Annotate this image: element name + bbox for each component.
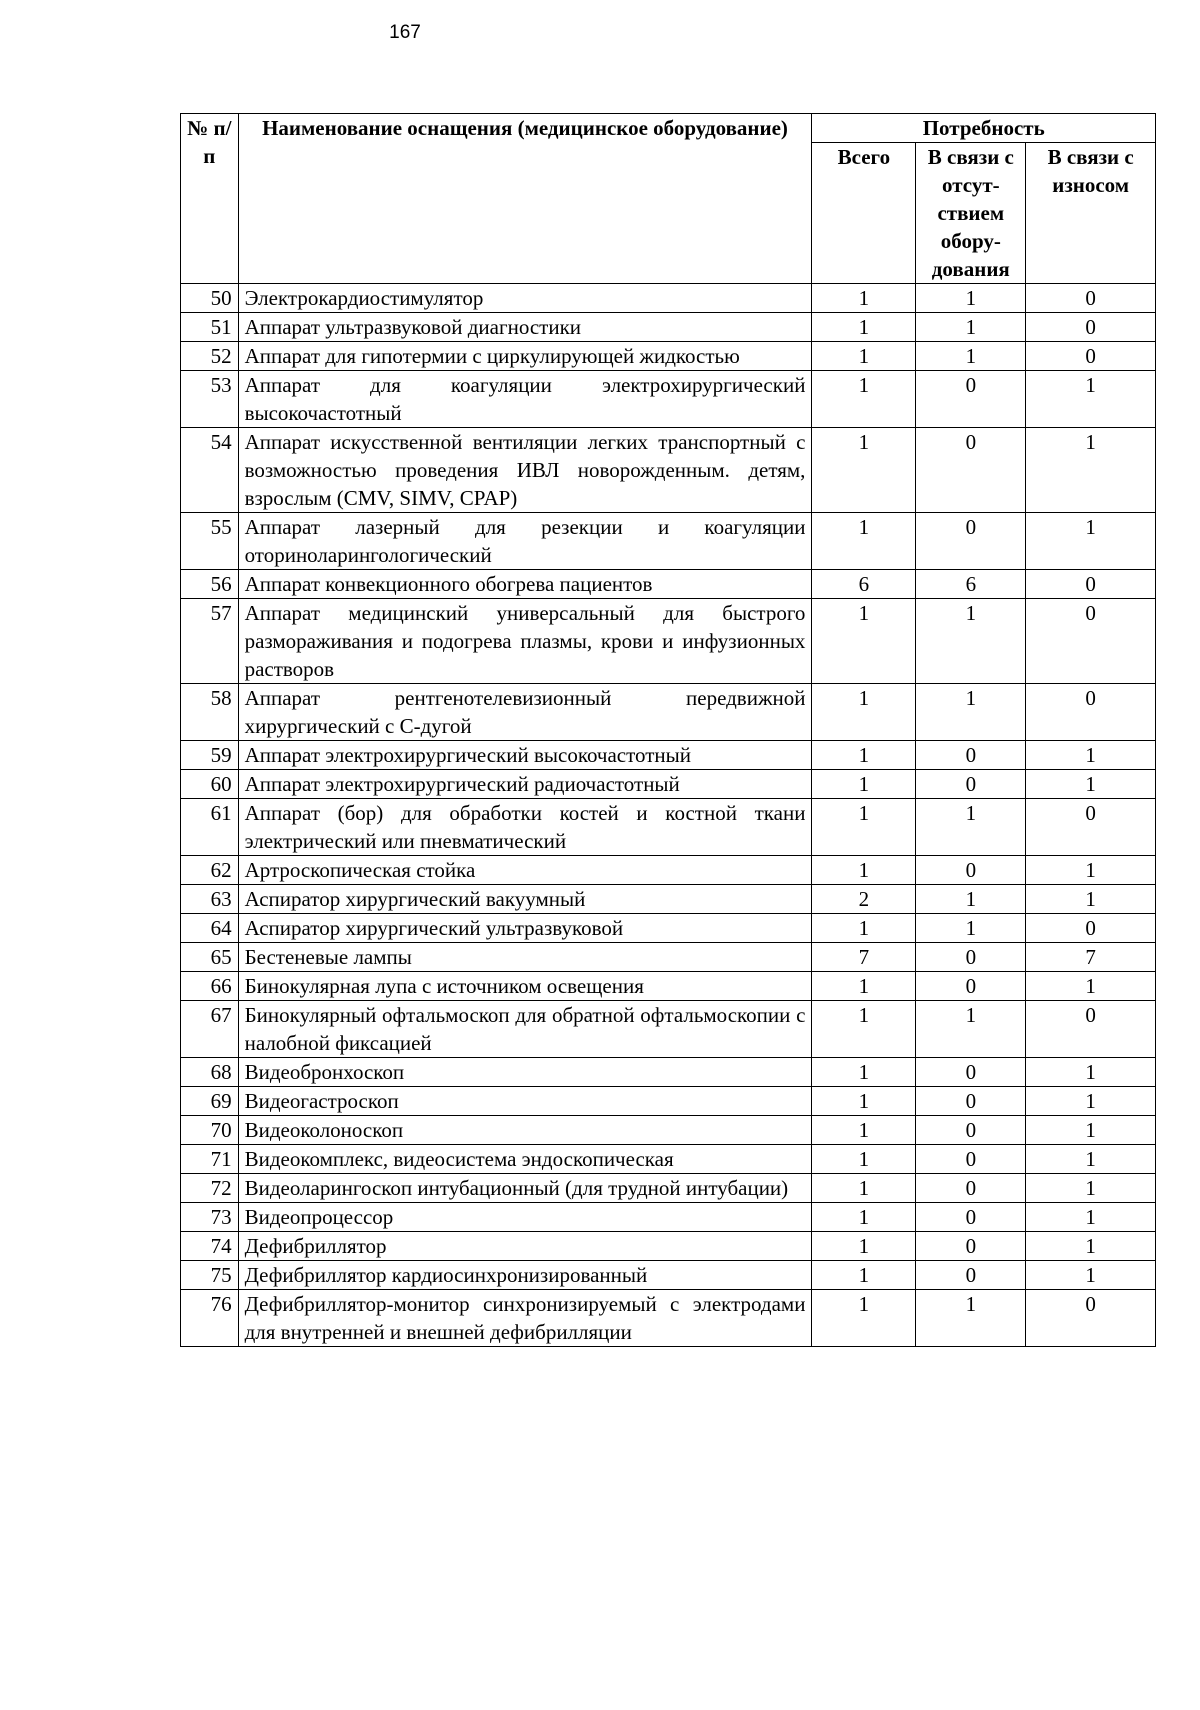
equipment-table (180, 113, 1156, 1347)
row-equipment-name: Видеобронхоскоп (238, 1058, 812, 1087)
table-row (181, 1232, 1156, 1261)
row-need-wear: 1 (1026, 1232, 1156, 1261)
row-total: 1 (812, 856, 916, 885)
row-equipment-name: Аспиратор хирургический вакуумный (238, 885, 812, 914)
row-total: 1 (812, 342, 916, 371)
table-row (181, 741, 1156, 770)
row-total: 1 (812, 1001, 916, 1058)
table-row (181, 885, 1156, 914)
row-need-wear: 0 (1026, 799, 1156, 856)
row-equipment-name: Аппарат искусственной вентиляции легких транспортный с возможностью проведения ИВЛ новорожденным. детям, взрослым (CMV, SIMV, CPAP) (238, 428, 812, 513)
row-need-wear: 0 (1026, 1290, 1156, 1347)
table-row (181, 371, 1156, 428)
row-need-absent: 1 (916, 284, 1026, 313)
table-row (181, 1261, 1156, 1290)
row-total: 7 (812, 943, 916, 972)
table-row (181, 770, 1156, 799)
row-need-absent: 0 (916, 428, 1026, 513)
row-equipment-name: Электрокардиостимулятор (238, 284, 812, 313)
row-total: 1 (812, 741, 916, 770)
row-need-absent: 0 (916, 770, 1026, 799)
row-total: 1 (812, 1145, 916, 1174)
table-row (181, 1001, 1156, 1058)
row-need-absent: 0 (916, 1058, 1026, 1087)
table-row (181, 1174, 1156, 1203)
table-row (181, 856, 1156, 885)
row-need-absent: 0 (916, 1261, 1026, 1290)
table-row (181, 428, 1156, 513)
row-number: 52 (181, 342, 239, 371)
row-need-wear: 1 (1026, 371, 1156, 428)
row-need-wear: 1 (1026, 856, 1156, 885)
table-body (181, 284, 1156, 1347)
header-num: № п/п (181, 114, 239, 284)
row-total: 1 (812, 972, 916, 1001)
table-row (181, 599, 1156, 684)
row-need-wear: 0 (1026, 684, 1156, 741)
row-total: 1 (812, 1261, 916, 1290)
row-total: 1 (812, 770, 916, 799)
row-need-absent: 6 (916, 570, 1026, 599)
table-row (181, 799, 1156, 856)
row-number: 64 (181, 914, 239, 943)
row-equipment-name: Бинокулярный офтальмоскоп для обратной офтальмоскопии с налобной фиксацией (238, 1001, 812, 1058)
row-number: 69 (181, 1087, 239, 1116)
row-number: 59 (181, 741, 239, 770)
table-row (181, 1203, 1156, 1232)
row-total: 1 (812, 1174, 916, 1203)
row-need-absent: 0 (916, 1145, 1026, 1174)
row-number: 62 (181, 856, 239, 885)
row-need-absent: 0 (916, 1203, 1026, 1232)
row-need-absent: 1 (916, 914, 1026, 943)
table-row (181, 684, 1156, 741)
row-number: 54 (181, 428, 239, 513)
row-total: 1 (812, 1116, 916, 1145)
row-number: 76 (181, 1290, 239, 1347)
row-equipment-name: Аппарат для коагуляции электрохирургический высокочастотный (238, 371, 812, 428)
row-total: 1 (812, 599, 916, 684)
row-need-absent: 1 (916, 885, 1026, 914)
header-name: Наименование оснащения (медицинское оборудование) (238, 114, 812, 284)
table-row (181, 943, 1156, 972)
row-need-wear: 1 (1026, 1087, 1156, 1116)
row-number: 67 (181, 1001, 239, 1058)
row-equipment-name: Видеогастроскоп (238, 1087, 812, 1116)
row-need-wear: 1 (1026, 770, 1156, 799)
row-number: 58 (181, 684, 239, 741)
row-need-absent: 0 (916, 513, 1026, 570)
row-equipment-name: Аппарат для гипотермии с циркулирующей жидкостью (238, 342, 812, 371)
row-number: 66 (181, 972, 239, 1001)
row-equipment-name: Аппарат электрохирургический радиочастотный (238, 770, 812, 799)
table-row (181, 1058, 1156, 1087)
row-number: 56 (181, 570, 239, 599)
row-number: 57 (181, 599, 239, 684)
row-need-absent: 1 (916, 1290, 1026, 1347)
row-total: 1 (812, 1290, 916, 1347)
table-row (181, 1145, 1156, 1174)
row-number: 68 (181, 1058, 239, 1087)
table-row (181, 914, 1156, 943)
row-equipment-name: Аспиратор хирургический ультразвуковой (238, 914, 812, 943)
row-equipment-name: Аппарат рентгенотелевизионный передвижной хирургический с С-дугой (238, 684, 812, 741)
row-need-wear: 1 (1026, 1145, 1156, 1174)
row-number: 75 (181, 1261, 239, 1290)
row-total: 1 (812, 313, 916, 342)
row-total: 1 (812, 1232, 916, 1261)
row-need-wear: 0 (1026, 313, 1156, 342)
header-need: Потребность (812, 114, 1156, 143)
row-equipment-name: Видеопроцессор (238, 1203, 812, 1232)
row-need-absent: 1 (916, 1001, 1026, 1058)
row-need-wear: 0 (1026, 570, 1156, 599)
row-need-wear: 1 (1026, 1203, 1156, 1232)
row-number: 50 (181, 284, 239, 313)
row-total: 2 (812, 885, 916, 914)
row-need-absent: 1 (916, 599, 1026, 684)
row-need-wear: 1 (1026, 1174, 1156, 1203)
row-need-wear: 1 (1026, 428, 1156, 513)
row-equipment-name: Артроскопическая стойка (238, 856, 812, 885)
row-total: 1 (812, 684, 916, 741)
row-number: 60 (181, 770, 239, 799)
row-need-wear: 1 (1026, 1261, 1156, 1290)
row-equipment-name: Бестеневые лампы (238, 943, 812, 972)
row-number: 51 (181, 313, 239, 342)
row-equipment-name: Аппарат электрохирургический высокочастотный (238, 741, 812, 770)
table-row (181, 284, 1156, 313)
row-need-absent: 0 (916, 856, 1026, 885)
row-need-wear: 1 (1026, 1058, 1156, 1087)
row-need-absent: 1 (916, 684, 1026, 741)
row-number: 55 (181, 513, 239, 570)
row-equipment-name: Аппарат конвекционного обогрева пациентов (238, 570, 812, 599)
row-total: 1 (812, 371, 916, 428)
row-number: 53 (181, 371, 239, 428)
row-equipment-name: Аппарат (бор) для обработки костей и костной ткани электрический или пневматический (238, 799, 812, 856)
row-need-absent: 1 (916, 342, 1026, 371)
row-need-absent: 0 (916, 371, 1026, 428)
row-equipment-name: Дефибриллятор кардиосинхронизированный (238, 1261, 812, 1290)
row-need-wear: 7 (1026, 943, 1156, 972)
row-total: 1 (812, 914, 916, 943)
table-row (181, 570, 1156, 599)
row-equipment-name: Видеокомплекс, видеосистема эндоскопическая (238, 1145, 812, 1174)
row-need-absent: 0 (916, 741, 1026, 770)
row-equipment-name: Видеоколоноскоп (238, 1116, 812, 1145)
row-total: 1 (812, 1203, 916, 1232)
row-total: 1 (812, 513, 916, 570)
header-absent: В связи с отсут-ствием обору-дования (916, 143, 1026, 284)
row-need-absent: 0 (916, 1232, 1026, 1261)
row-equipment-name: Дефибриллятор (238, 1232, 812, 1261)
row-number: 65 (181, 943, 239, 972)
row-equipment-name: Дефибриллятор-монитор синхронизируемый с электродами для внутренней и внешней дефибрилляции (238, 1290, 812, 1347)
header-total: Всего (812, 143, 916, 284)
row-need-wear: 0 (1026, 914, 1156, 943)
row-need-wear: 0 (1026, 1001, 1156, 1058)
row-need-absent: 0 (916, 972, 1026, 1001)
table-row (181, 342, 1156, 371)
row-number: 63 (181, 885, 239, 914)
row-total: 6 (812, 570, 916, 599)
row-need-absent: 1 (916, 313, 1026, 342)
row-total: 1 (812, 428, 916, 513)
row-equipment-name: Бинокулярная лупа с источником освещения (238, 972, 812, 1001)
row-total: 1 (812, 284, 916, 313)
row-need-wear: 1 (1026, 513, 1156, 570)
row-need-absent: 0 (916, 1116, 1026, 1145)
row-number: 71 (181, 1145, 239, 1174)
row-number: 72 (181, 1174, 239, 1203)
table-row (181, 972, 1156, 1001)
row-need-wear: 0 (1026, 284, 1156, 313)
table-row (181, 313, 1156, 342)
page-number: 167 (389, 22, 421, 43)
table-row (181, 513, 1156, 570)
row-need-wear: 1 (1026, 1116, 1156, 1145)
row-number: 61 (181, 799, 239, 856)
row-number: 70 (181, 1116, 239, 1145)
table-header (181, 114, 1156, 284)
table-row (181, 1290, 1156, 1347)
row-equipment-name: Аппарат медицинский универсальный для быстрого размораживания и подогрева плазмы, крови и инфузионных растворов (238, 599, 812, 684)
row-equipment-name: Видеоларингоскоп интубационный (для трудной интубации) (238, 1174, 812, 1203)
row-need-absent: 0 (916, 1174, 1026, 1203)
row-equipment-name: Аппарат ультразвуковой диагностики (238, 313, 812, 342)
row-need-absent: 0 (916, 943, 1026, 972)
row-need-absent: 0 (916, 1087, 1026, 1116)
row-need-wear: 0 (1026, 599, 1156, 684)
row-number: 74 (181, 1232, 239, 1261)
row-need-wear: 1 (1026, 741, 1156, 770)
row-need-wear: 1 (1026, 885, 1156, 914)
row-total: 1 (812, 799, 916, 856)
row-need-wear: 0 (1026, 342, 1156, 371)
row-need-absent: 1 (916, 799, 1026, 856)
row-total: 1 (812, 1087, 916, 1116)
row-need-wear: 1 (1026, 972, 1156, 1001)
table-row (181, 1087, 1156, 1116)
row-number: 73 (181, 1203, 239, 1232)
row-equipment-name: Аппарат лазерный для резекции и коагуляции оториноларингологический (238, 513, 812, 570)
row-total: 1 (812, 1058, 916, 1087)
table-row (181, 1116, 1156, 1145)
header-wear: В связи с износом (1026, 143, 1156, 284)
